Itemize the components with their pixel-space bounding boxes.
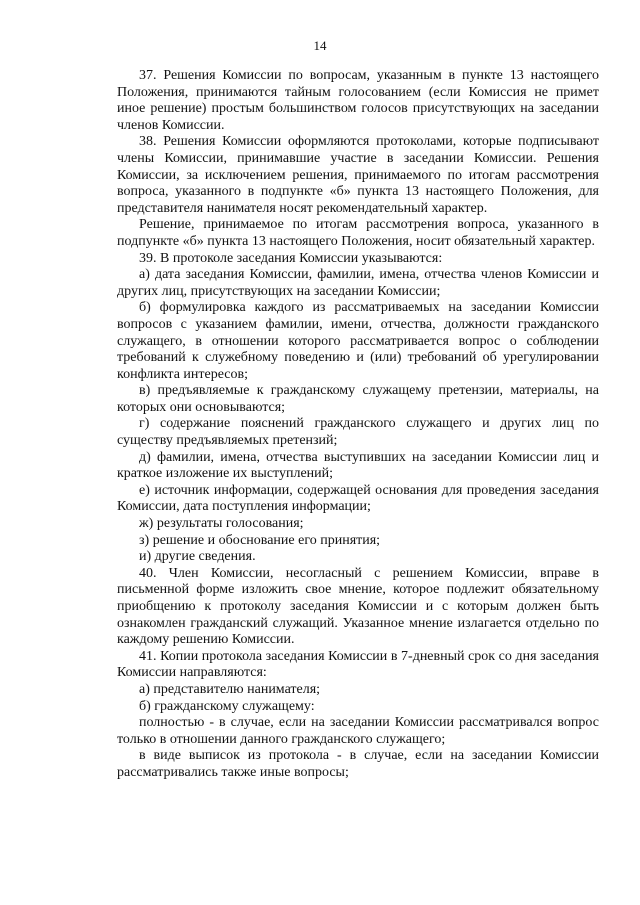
- paragraph-39-i: и) другие сведения.: [139, 549, 256, 565]
- paragraph-39-z: з) решение и обоснование его принятия;: [139, 532, 381, 548]
- paragraph-41-b-full: полностью - в случае, если на заседании Комиссии рассматривался вопрос только в отношении данного гражданского служащего;: [117, 715, 599, 747]
- paragraph-40: 40. Член Комиссии, несогласный с решением Комиссии, вправе в письменной форме изложить свое мнение, которое подлежит обязательному приобщению к протоколу заседания Комиссии и с которым должен быть ознакомлен гражданский служащий. Указанное мнение излагается отдельно по каждому решению Комиссии.: [117, 565, 599, 648]
- page-number: 14: [313, 38, 327, 53]
- paragraph-38-decision: Решение, принимаемое по итогам рассмотрения вопроса, указанного в подпункте «б» пункта 13 настоящего Положения, носит обязательный характер.: [117, 217, 599, 249]
- paragraph-39-v: в) предъявляемые к гражданскому служащему претензии, материалы, на которых они основываются;: [117, 383, 599, 415]
- paragraph-39-a: а) дата заседания Комиссии, фамилии, имена, отчества членов Комиссии и других лиц, присутствующих на заседании Комиссии;: [117, 267, 599, 299]
- paragraph-39-e: е) источник информации, содержащей основания для проведения заседания Комиссии, дата поступления информации;: [117, 482, 599, 515]
- document-body: [117, 68, 599, 782]
- paragraph-39: 39. В протоколе заседания Комиссии указываются:: [139, 250, 443, 266]
- paragraph-41-a: а) представителю нанимателя;: [139, 681, 321, 697]
- paragraph-37: 37. Решения Комиссии по вопросам, указанным в пункте 13 настоящего Положения, принимаются тайным голосованием (если Комиссия не примет иное решение) простым большинством голосов присутствующих на заседании членов Комиссии.: [117, 68, 599, 133]
- paragraph-39-zh: ж) результаты голосования;: [139, 516, 304, 532]
- paragraph-39-b: б) формулировка каждого из рассматриваемых на заседании Комиссии вопросов с указанием фамилии, имени, отчества, должности гражданского служащего, в отношении которого рассматривается вопрос о соблюдении требований к служебному поведению и (или) требований об урегулировании конфликта интересов;: [117, 300, 599, 382]
- paragraph-41-b-extract: в виде выписок из протокола - в случае, если на заседании Комиссии рассматривались также иные вопросы;: [117, 748, 599, 780]
- paragraph-39-d: д) фамилии, имена, отчества выступивших на заседании Комиссии лиц и краткое изложение их выступлений;: [117, 449, 599, 482]
- paragraph-39-g: г) содержание пояснений гражданского служащего и других лиц по существу предъявляемых претензий;: [117, 416, 599, 449]
- paragraph-41-b: б) гражданскому служащему:: [139, 698, 315, 714]
- paragraph-41: 41. Копии протокола заседания Комиссии в 7-дневный срок со дня заседания Комиссии направляются:: [117, 648, 599, 681]
- paragraph-38: 38. Решения Комиссии оформляются протоколами, которые подписывают члены Комиссии, принимавшие участие в заседании Комиссии. Решения Комиссии, за исключением решения, принимаемого по итогам рассмотрения вопроса, указанного в подпункте «б» пункта 13 настоящего Положения, для представителя нанимателя носят рекомендательный характер.: [117, 134, 599, 216]
